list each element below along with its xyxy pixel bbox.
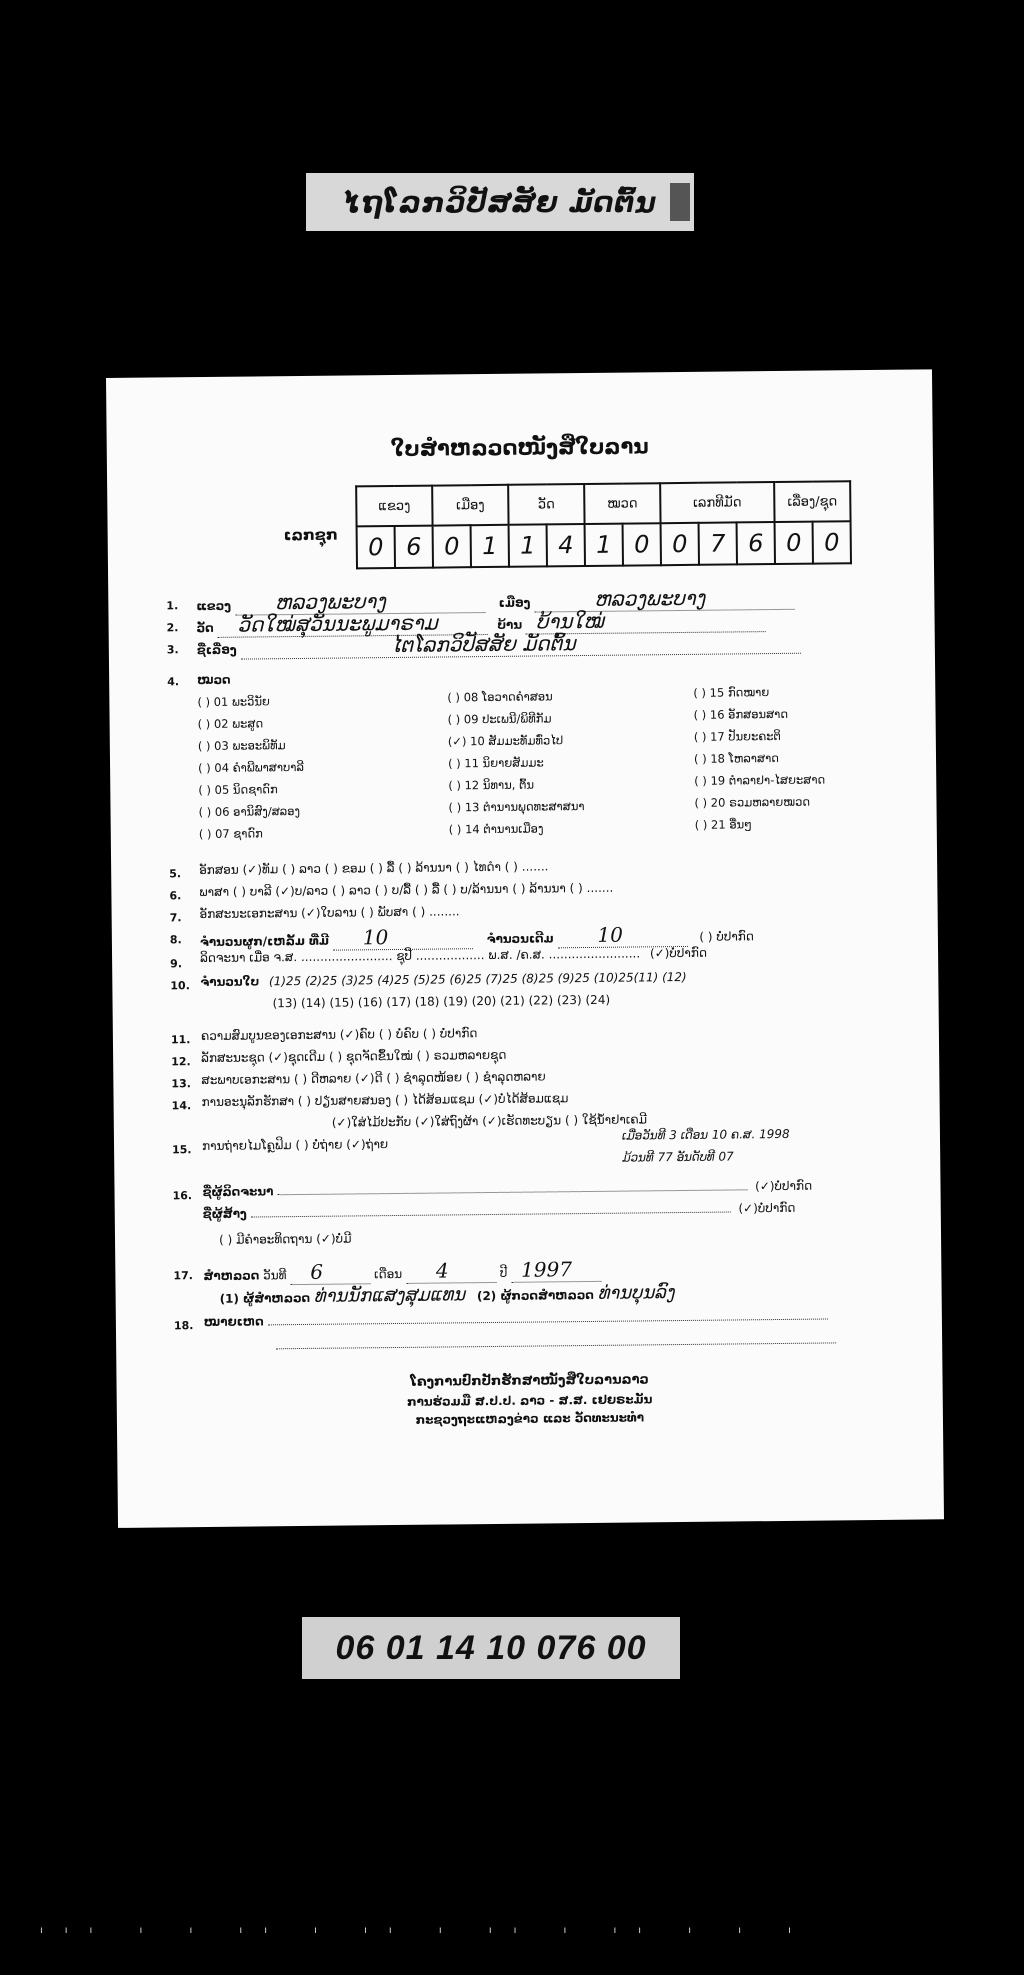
code-digit: 0 [775, 522, 813, 564]
code-digit: 0 [661, 523, 699, 565]
field-language: ພາສາ ( ) ບາລີ (✓)ບ/ລາວ ( ) ລາວ ( ) ບ/ລື້ ( ) ລື້ ( ) ບ/ລ້ານນາ ( ) ລ້ານນາ ( ) ....... [199, 880, 614, 900]
field-colophon: ( ) ມີຄໍາອະທິດຖານ (✓)ບໍ່ມີ [218, 1231, 352, 1247]
field-script: ອັກສອນ (✓)ທັມ ( ) ລາວ ( ) ຂອມ ( ) ລື້ ( ) ລ້ານນາ ( ) ໄທດໍາ ( ) ....... [199, 859, 549, 878]
village-value: ບ້ານໃໝ່ [535, 608, 604, 634]
volumes-value: 10 [362, 925, 389, 950]
field-microfilm: ການຖ່າຍໄມໂຄຼຟິມ ( ) ບໍ່ຖ່າຍ (✓)ຖ່າຍ [201, 1137, 389, 1154]
field-number: 9. [170, 957, 183, 971]
category-option: ( ) 03 ພະອະພິທັມ [197, 738, 286, 754]
code-table [355, 480, 852, 569]
field-temple: ວັດ ວັດໃໝ່ສຸວັນນະພູມາຣາມ ບ້ານ ບ້ານໃໝ່ [196, 607, 766, 638]
code-digit: 1 [585, 524, 623, 566]
field-volumes: ຈໍານວນຜູກ/ເຫລັ້ມ ທີ່ມີ 10 ຈໍານວນເດີມ 10 ( ) ບໍ່ປາກົດ [199, 922, 754, 950]
field-survey-date: ສໍາຫລວດ ວັນທີ 6 ເດືອນ 4 ປີ 1997 [203, 1257, 601, 1286]
field-number: 15. [172, 1143, 192, 1157]
category-option: ( ) 07 ຊາດົກ [198, 826, 263, 842]
title-value: ໄຕໂລກວິປັສສັຍ ມັດຕົ້ນ [390, 631, 576, 658]
field-province: ແຂວງ ຫລວງພະບາງ ເມືອງ ຫລວງພະບາງ [196, 585, 794, 616]
film-edge-marks: ııı ı ı ıı ı ıı ı ıı ı ıı ı ı ı [40, 1925, 813, 1936]
microfilm-date: ເມື່ອວັນທີ 3 ເດືອນ 10 ຄ.ສ. 1998 [621, 1126, 790, 1143]
field-number: 10. [170, 979, 190, 993]
category-option: ( ) 16 ອັກສອນສາດ [693, 706, 789, 722]
field-preservation-2: (✓)ໃສ່ໄມ້ປະກັບ (✓)ໃສ່ຖົງຜ້າ (✓)ເຮັດທະບຽນ ( ) ໃຊ້ນ້ໍາຢາເຄມີ [331, 1112, 648, 1130]
code-digit: 7 [699, 522, 737, 564]
field-surveyors: (1) ຜູ້ສໍາຫລວດ ທ່ານນັກແສງສຸມແທນ (2) ຜູ້ກວດສໍາຫລວດ ທ່ານບຸນລົງ [219, 1282, 675, 1307]
code-digit: 0 [813, 521, 851, 563]
field-number: 16. [172, 1189, 193, 1203]
field-preservation: ການອະນຸລັກຮັກສາ ( ) ປຽ່ນສາຍສນອງ ( ) ໄດ້ສ້ອມແຊມ (✓)ບໍ່ໄດ້ສ້ອມແຊມ [201, 1091, 569, 1110]
category-option: ( ) 17 ປັນຍະຄະຕິ [693, 728, 781, 744]
field-title: ຊື່ເລື່ອງ ໄຕໂລກວິປັສສັຍ ມັດຕົ້ນ [197, 629, 801, 660]
strip-tab [670, 183, 690, 221]
field-number: 14. [171, 1099, 192, 1113]
field-material: ອັກສະນະເອກະສານ (✓)ໃບລານ ( ) ພັບສາ ( ) ........ [199, 904, 460, 922]
field-number: 18. [173, 1319, 194, 1333]
checker-name: ທ່ານບຸນລົງ [597, 1282, 675, 1304]
survey-form [106, 369, 944, 1528]
field-sponsor: ຊື່ຜູ້ສ້າງ (✓)ບໍ່ປາກົດ [202, 1200, 796, 1222]
category-option: ( ) 01 ພະວິນັຍ [197, 694, 270, 710]
footer-project: ໂຄງການປົກປັກຮັກສາໜັງສືໃບລານລາວ [410, 1372, 649, 1390]
field-number: 1. [166, 599, 179, 613]
category-option: ( ) 08 ໂອວາດຄໍາສອນ [447, 689, 553, 705]
field-number: 6. [169, 889, 182, 903]
code-header-bundle: ເລກທີມັດ [660, 482, 774, 523]
field-completeness: ຄວາມສົມບູນຂອງເອກະສານ (✓)ຄົບ ( ) ບໍ່ຄົບ ( ) ບໍ່ປາກົດ [200, 1026, 478, 1044]
footer-ministry: ກະຊວງຖະແຫລງຂ່າວ ແລະ ວັດທະນະທໍາ [415, 1410, 645, 1427]
category-option-selected: (✓) 10 ສັມມະທັມທົ່ວໄປ [447, 733, 564, 749]
number-label: ເລກຊຸກ [283, 525, 338, 545]
category-option: ( ) 05 ນິດຊາດົກ [198, 782, 278, 798]
field-number: 7. [169, 911, 182, 925]
field-scribe: ຊື່ຜູ້ລິດຈະນາ (✓)ບໍ່ປາກົດ [202, 1178, 813, 1200]
category-option: ( ) 09 ປະເພນີ/ພິທີກັມ [447, 711, 552, 727]
category-option: ( ) 14 ຕໍານານເມືອງ [448, 821, 544, 837]
field-notes: ໝາຍເຫດ [204, 1308, 828, 1329]
category-option: ( ) 18 ໂຫລາສາດ [693, 750, 780, 766]
province-value: ຫລວງພະບາງ [274, 589, 386, 615]
footer-cooperation: ການຮ່ວມມື ສ.ປ.ປ. ລາວ - ສ.ສ. ເຢຍຣະມັນ [407, 1392, 653, 1409]
code-digit: 0 [357, 526, 395, 568]
manuscript-title-label: ໄຖໂລກວິປັສສັຍ ມັດຕົ້ນ [343, 185, 657, 219]
code-header-temple: ວັດ [508, 484, 584, 525]
category-option: ( ) 12 ນິທານ, ຕົ້ນ [448, 777, 535, 793]
code-digit: 1 [471, 525, 509, 567]
category-option: ( ) 21 ອື່ນໆ [694, 817, 752, 832]
field-set-type: ລັກສະນະຊຸດ (✓)ຊຸດເດີມ ( ) ຊຸດຈັດຂຶ້ນໃໝ່ ( ) ຣວມຫລາຍຊຸດ [201, 1047, 507, 1066]
code-header-district: ເມືອງ [432, 485, 508, 526]
code-header-category: ໝວດ [584, 483, 660, 524]
category-option: ( ) 11 ນິຍາຍສັມມະ [447, 755, 544, 771]
field-number: 8. [169, 933, 182, 947]
category-option: ( ) 04 ຄໍາພີພາສາບາລີ [198, 759, 304, 776]
field-condition: ສະພາບເອກະສານ ( ) ດີຫລາຍ (✓)ດີ ( ) ຊໍາລຸດໜ້ອຍ ( ) ຊໍາລຸດຫລາຍ [201, 1069, 546, 1088]
category-option: ( ) 06 ອານິສົງ/ສລອງ [198, 803, 301, 820]
code-label-strip [302, 1617, 680, 1679]
code-header-province: ແຂວງ [356, 486, 432, 527]
field-number: 11. [170, 1033, 191, 1047]
field-leaves: ຈໍານວນໃບ (1)25 (2)25 (3)25 (4)25 (5)25 (6)25 (7)25 (8)25 (9)25 (10)25(11) (12) [200, 969, 687, 990]
original-volumes-value: 10 [597, 922, 624, 947]
manuscript-code-label: 06 01 14 10 076 00 [335, 1628, 647, 1667]
temple-value: ວັດໃໝ່ສຸວັນນະພູມາຣາມ [237, 610, 438, 637]
category-label: ໝວດ [197, 672, 231, 688]
field-number: 2. [166, 621, 179, 635]
code-digit: 0 [433, 525, 471, 567]
code-digit: 6 [395, 526, 433, 568]
field-number: 17. [173, 1269, 193, 1283]
field-number: 3. [166, 643, 179, 657]
code-digit: 0 [623, 523, 661, 565]
code-digit: 1 [509, 524, 547, 566]
field-number: 5. [169, 867, 182, 881]
field-leaves-row2: (13) (14) (15) (16) (17) (18) (19) (20) (21) (22) (23) (24) [272, 992, 611, 1011]
microfilm-roll: ມ້ວນທີ 77 ອັນດັບທີ 07 [622, 1149, 734, 1165]
code-header-story: ເລື່ອງ/ຊຸດ [774, 481, 850, 522]
category-option: ( ) 20 ຣວມຫລາຍໝວດ [694, 794, 811, 810]
title-label-strip [306, 173, 694, 231]
category-option: ( ) 02 ພະສູດ [197, 716, 264, 732]
category-option: ( ) 19 ຕໍາລາຢາ-ໄສຍະສາດ [694, 772, 826, 788]
field-number: 12. [171, 1055, 191, 1069]
category-option: ( ) 13 ຕໍານານພຸດທະສາສນາ [448, 799, 585, 815]
field-dating: ລິດຈະນາ ເມື່ອ ຈ.ສ. ........................ ຊຸປີ .................. ພ.ສ. /ຄ.ສ. ........................ (✓)ບໍ່ປາກົດ [200, 945, 708, 966]
district-value: ຫລວງພະບາງ [594, 585, 706, 611]
form-title: ໃບສໍາຫລວດໜັງສືໃບລານ [390, 434, 649, 462]
field-number: 4. [167, 675, 180, 689]
code-digit: 4 [547, 524, 585, 566]
code-digit: 6 [737, 522, 775, 564]
field-number: 13. [171, 1077, 191, 1091]
notes-line [276, 1332, 836, 1352]
category-option: ( ) 15 ກົດໝາຍ [693, 685, 770, 700]
surveyor-name: ທ່ານນັກແສງສຸມແທນ [313, 1284, 466, 1307]
